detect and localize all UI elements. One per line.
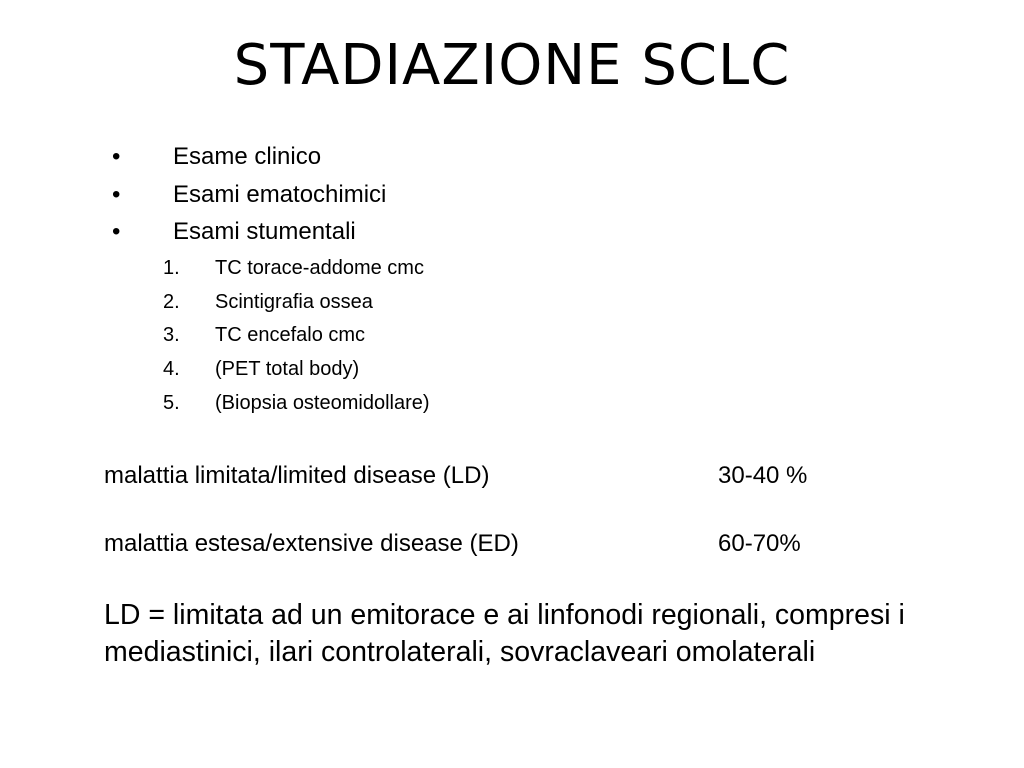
numbered-marker: 2.: [163, 290, 180, 313]
bullet-text: Esame clinico: [173, 143, 322, 170]
stage-percentage: 30-40 %: [718, 462, 808, 489]
bullet-marker: •: [112, 218, 121, 245]
numbered-text: TC encefalo cmc: [215, 324, 366, 347]
bullet-text: Esami stumentali: [173, 218, 356, 245]
numbered-text: TC torace-addome cmc: [215, 257, 424, 279]
numbered-text: (PET total body): [215, 358, 360, 381]
numbered-text: Scintigrafia ossea: [215, 290, 373, 313]
numbered-text: (Biopsia osteomidollare): [215, 391, 430, 414]
numbered-marker: 1.: [163, 257, 180, 279]
bullet-marker: •: [112, 180, 121, 208]
ld-definition: LD = limitata ad un emitorace e ai linfonodi regionali, compresi i mediastinici, ilari controlaterali, sovraclaveari omolaterali: [104, 599, 905, 668]
bullet-text: Esami ematochimici: [173, 180, 387, 208]
stage-label: malattia estesa/extensive disease (ED): [104, 530, 519, 557]
slide-title: STADIAZIONE SCLC: [233, 33, 791, 98]
numbered-marker: 5.: [163, 391, 180, 414]
stage-label: malattia limitata/limited disease (LD): [104, 462, 490, 489]
stage-row-extensive-disease: [104, 529, 924, 559]
stage-row-limited-disease: [104, 461, 924, 491]
numbered-marker: 3.: [163, 324, 180, 347]
numbered-marker: 4.: [163, 358, 180, 381]
bullet-marker: •: [112, 143, 121, 170]
stage-percentage: 60-70%: [718, 530, 801, 557]
